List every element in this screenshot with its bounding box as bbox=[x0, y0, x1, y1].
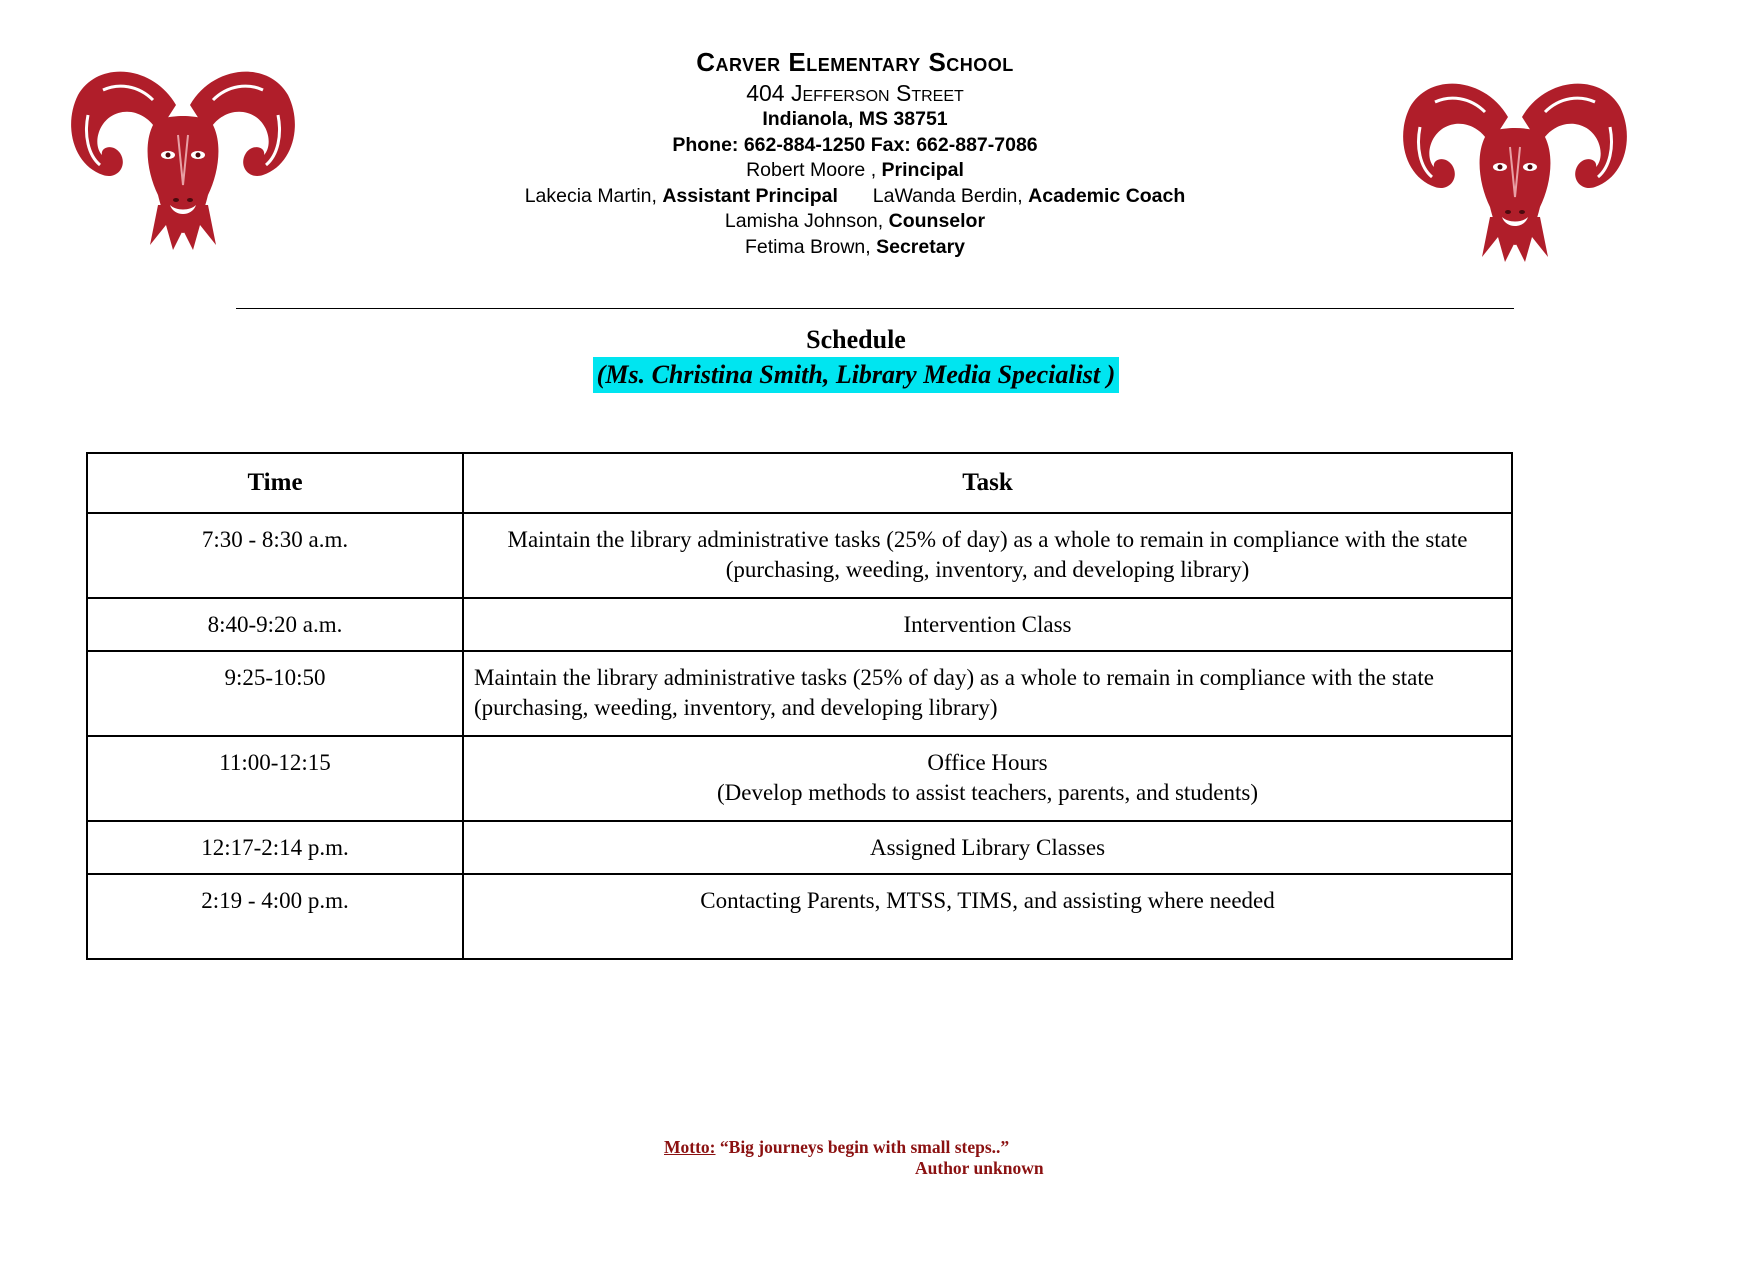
letterhead bbox=[400, 44, 1310, 260]
motto-text: “Big journeys begin with small steps..” bbox=[719, 1137, 1010, 1157]
table-row bbox=[87, 598, 1512, 651]
school-name: Carver Elementary School bbox=[696, 47, 1014, 77]
schedule-subtitle: (Ms. Christina Smith, Library Media Specialist ) bbox=[593, 357, 1120, 393]
ram-mascot-icon bbox=[1390, 67, 1640, 267]
ram-mascot-icon bbox=[58, 55, 308, 255]
time-cell: 8:40-9:20 a.m. bbox=[87, 598, 463, 651]
time-cell: 9:25-10:50 bbox=[87, 651, 463, 736]
motto-author: Author unknown bbox=[915, 1158, 1044, 1178]
task-cell: Maintain the library administrative tasks (25% of day) as a whole to remain in compliance with the state (purchasing, weeding, inventory, and developing library) bbox=[463, 513, 1512, 598]
secretary-line bbox=[400, 235, 1310, 261]
task-line: (Develop methods to assist teachers, parents, and students) bbox=[716, 780, 1258, 805]
principal-title: Principal bbox=[881, 159, 964, 181]
task-cell: Contacting Parents, MTSS, TIMS, and assisting where needed bbox=[463, 874, 1512, 959]
secretary-title: Secretary bbox=[876, 235, 966, 258]
time-cell: 7:30 - 8:30 a.m. bbox=[87, 513, 463, 598]
task-cell: Maintain the library administrative tasks (25% of day) as a whole to remain in compliance with the state (purchasing, weeding, inventory, and developing library) bbox=[463, 651, 1512, 736]
schedule-title: Schedule bbox=[806, 325, 906, 354]
header-divider bbox=[236, 308, 1514, 309]
time-cell: 11:00-12:15 bbox=[87, 736, 463, 821]
motto bbox=[664, 1137, 1009, 1157]
table-row bbox=[87, 513, 1512, 598]
school-city: Indianola, MS 38751 bbox=[762, 108, 948, 130]
table-row bbox=[87, 821, 1512, 874]
counselor-name: Lamisha Johnson, bbox=[724, 210, 884, 232]
asst-principal-name: Lakecia Martin, bbox=[524, 184, 657, 207]
table-row bbox=[87, 736, 1512, 821]
column-header-task: Task bbox=[463, 453, 1512, 513]
asst-principal-title: Assistant Principal bbox=[662, 184, 838, 207]
ram-mascot-logo-right bbox=[1390, 67, 1640, 267]
task-cell: Assigned Library Classes bbox=[463, 821, 1512, 874]
task-cell: Intervention Class bbox=[463, 598, 1512, 651]
coach-name: LaWanda Berdin, bbox=[872, 184, 1023, 207]
task-line: Office Hours bbox=[927, 750, 1048, 775]
time-cell: 12:17-2:14 p.m. bbox=[87, 821, 463, 874]
motto-label: Motto: bbox=[664, 1137, 716, 1157]
schedule-table bbox=[86, 452, 1513, 960]
counselor-line bbox=[400, 209, 1310, 235]
column-header-time: Time bbox=[87, 453, 463, 513]
table-row bbox=[87, 651, 1512, 736]
ram-mascot-logo-left bbox=[58, 55, 308, 255]
principal-line bbox=[400, 158, 1310, 184]
asst-coach-line bbox=[400, 184, 1310, 210]
principal-name: Robert Moore , bbox=[746, 159, 877, 181]
task-cell bbox=[463, 736, 1512, 821]
coach-title: Academic Coach bbox=[1028, 184, 1186, 207]
schedule-subtitle-wrap bbox=[0, 357, 1712, 393]
counselor-title: Counselor bbox=[888, 210, 986, 232]
table-row bbox=[87, 874, 1512, 959]
table-header-row bbox=[87, 453, 1512, 513]
phone-fax: Phone: 662-884-1250 Fax: 662-887-7086 bbox=[672, 133, 1038, 156]
school-address: 404 Jefferson Street bbox=[746, 80, 964, 106]
time-cell: 2:19 - 4:00 p.m. bbox=[87, 874, 463, 959]
secretary-name: Fetima Brown, bbox=[744, 235, 871, 258]
